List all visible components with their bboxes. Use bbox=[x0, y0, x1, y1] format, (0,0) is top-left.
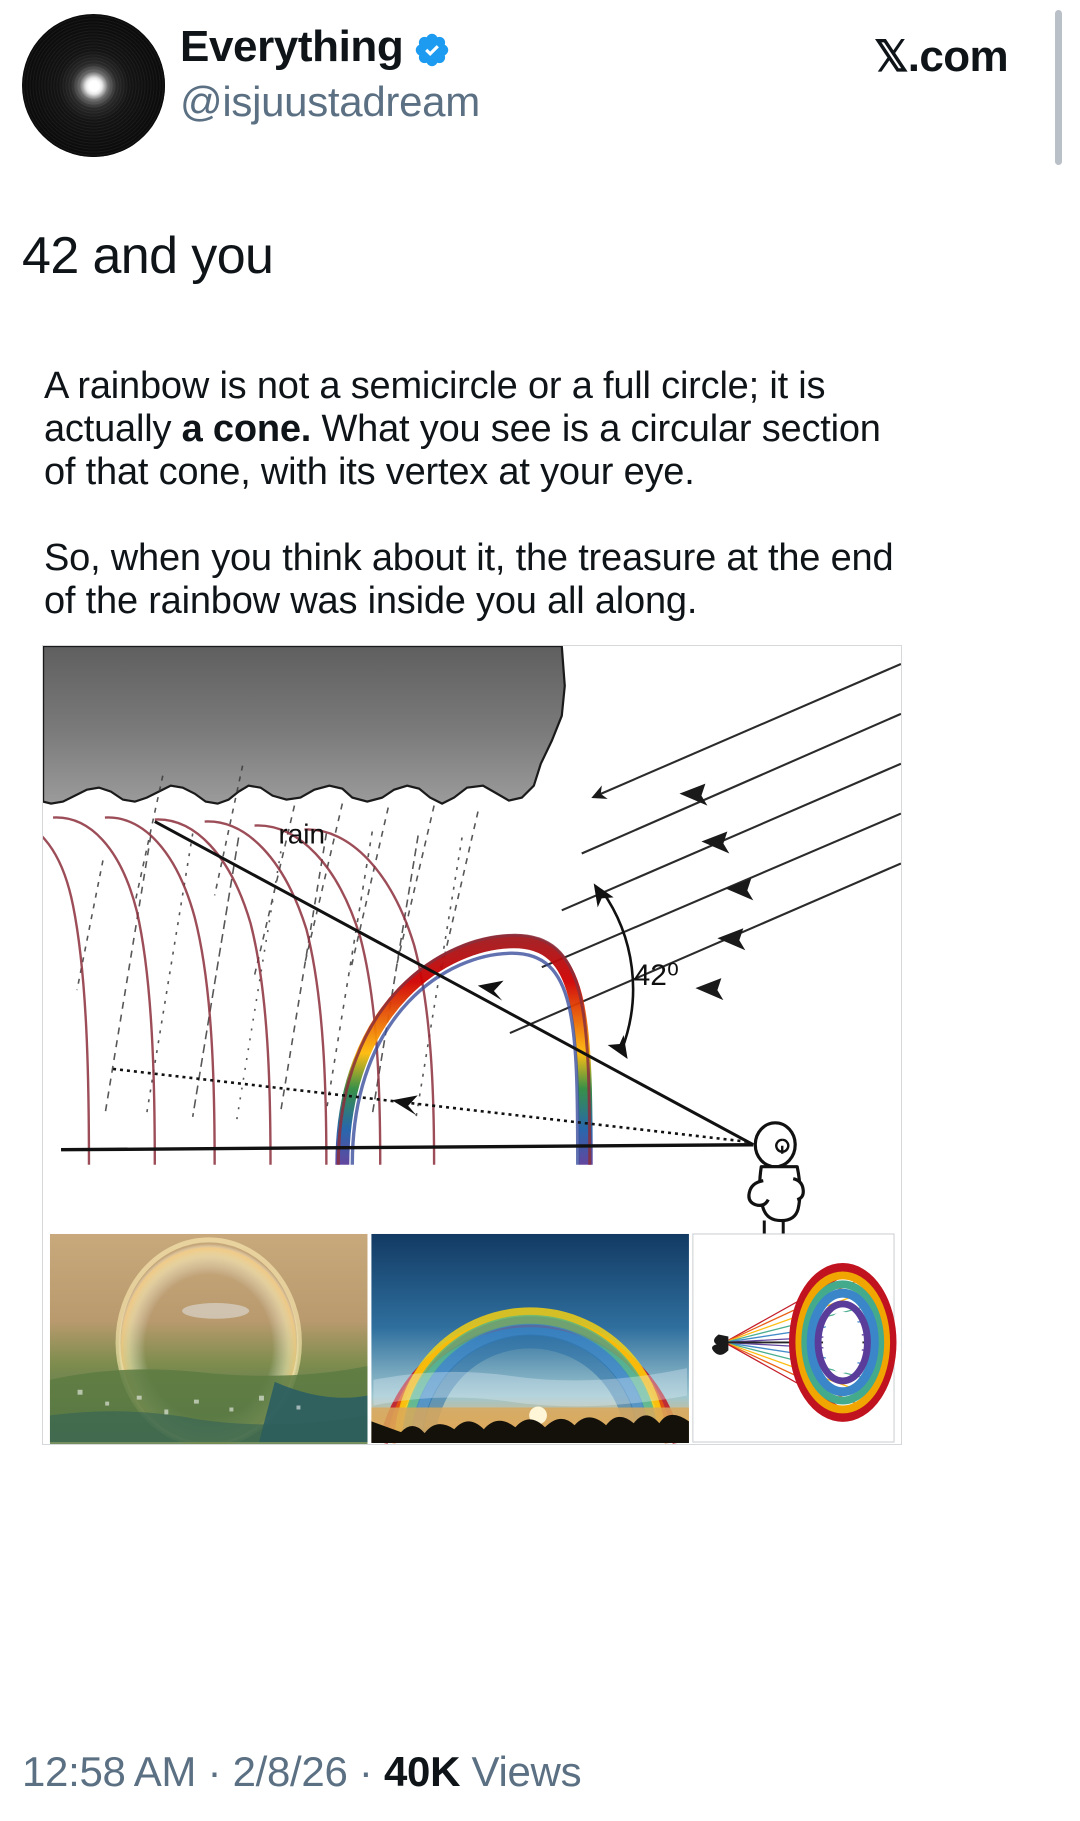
photo-panel-cone-schematic bbox=[693, 1234, 894, 1442]
footer-separator-2: · bbox=[347, 1748, 384, 1795]
scrollbar-thumb[interactable] bbox=[1055, 10, 1062, 165]
account-handle[interactable]: @isjuustadream bbox=[180, 77, 480, 125]
post-text-emphasis: a cone. bbox=[181, 408, 312, 450]
post-text-run: What you see is a circular section of that cone, with its vertex at your eye. bbox=[44, 408, 881, 493]
photo-panel-wide-rainbow bbox=[371, 1234, 689, 1443]
cloud-shape bbox=[43, 646, 565, 804]
post-text-run: A rainbow is not a semicircle or a full circle; it is actually bbox=[44, 365, 826, 450]
account-block bbox=[180, 22, 480, 126]
x-dot-com-brand bbox=[874, 32, 1008, 82]
post-footer bbox=[22, 1748, 581, 1796]
avatar[interactable] bbox=[22, 14, 165, 157]
photo-panel-aerial bbox=[50, 1234, 368, 1444]
post-body bbox=[44, 365, 914, 623]
x-logo-icon: 𝕏 bbox=[874, 34, 908, 81]
avatar-moire-rings bbox=[22, 14, 165, 157]
verified-badge-icon bbox=[413, 30, 451, 68]
post-time: 12:58 AM bbox=[22, 1748, 197, 1795]
rain-label: rain bbox=[278, 818, 326, 850]
cone-rings bbox=[793, 1267, 892, 1417]
footer-separator-1: · bbox=[196, 1748, 233, 1795]
display-name: Everything bbox=[180, 22, 404, 71]
post-date: 2/8/26 bbox=[232, 1748, 348, 1795]
views-label: Views bbox=[460, 1748, 582, 1795]
views-count: 40K bbox=[383, 1748, 461, 1795]
display-name-row bbox=[180, 22, 480, 73]
rainbow-photo-strip bbox=[43, 1232, 901, 1444]
post-headline: 42 and you bbox=[22, 227, 274, 285]
post-paragraph bbox=[44, 537, 914, 623]
post-media-diagram[interactable] bbox=[42, 645, 902, 1445]
tweet-header bbox=[0, 0, 1080, 175]
angle-label: 42⁰ bbox=[633, 959, 679, 993]
brand-suffix: .com bbox=[907, 32, 1008, 81]
post-text-run: So, when you think about it, the treasure at the end of the rainbow was inside you all along. bbox=[44, 537, 894, 622]
post-paragraph bbox=[44, 365, 914, 494]
